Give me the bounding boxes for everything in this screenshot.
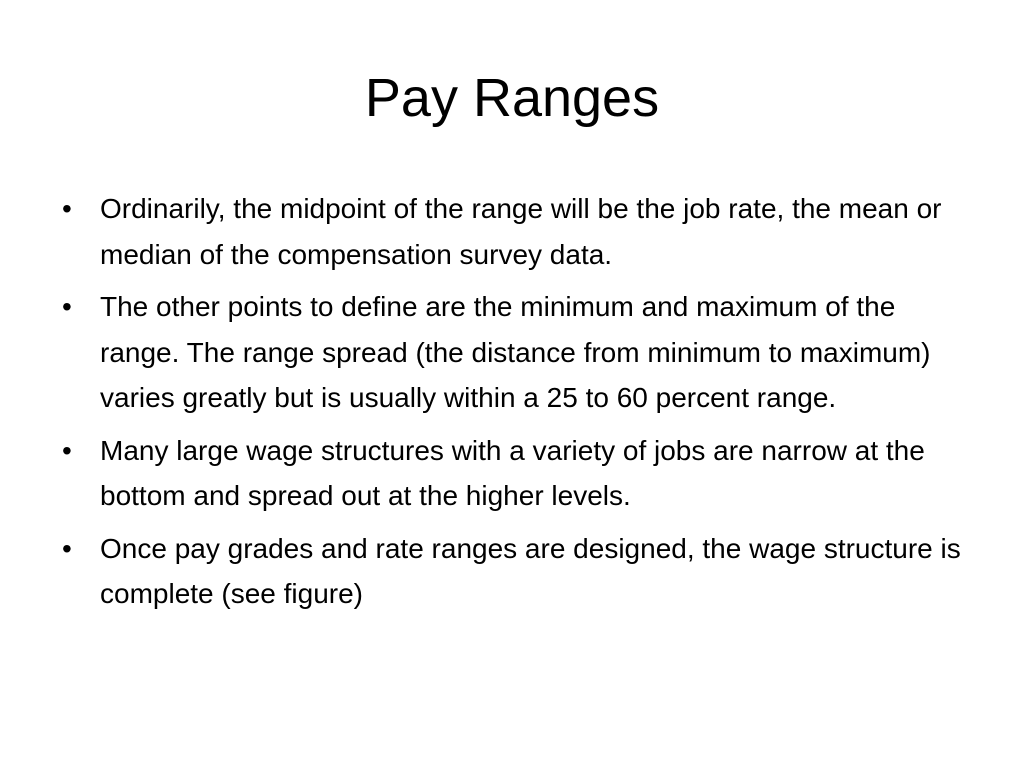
bullet-list bbox=[62, 186, 972, 624]
bullet-icon: • bbox=[62, 532, 72, 564]
bullet-item bbox=[62, 284, 972, 421]
bullet-icon: • bbox=[62, 434, 72, 466]
bullet-icon: • bbox=[62, 193, 72, 224]
bullet-item bbox=[62, 526, 972, 617]
bullet-text: Once pay grades and rate ranges are designed, the wage structure is complete (see figure) bbox=[100, 532, 961, 609]
bullet-text: The other points to define are the minimum and maximum of the range. The range spread (the distance from minimum to maximum) varies greatly but is usually within a 25 to 60 percent range. bbox=[100, 291, 931, 413]
bullet-item bbox=[62, 428, 972, 519]
bullet-text: Many large wage structures with a variety of jobs are narrow at the bottom and spread out at the higher levels. bbox=[100, 434, 925, 511]
bullet-item bbox=[62, 186, 972, 277]
bullet-text: Ordinarily, the midpoint of the range will be the job rate, the mean or median of the compensation survey data. bbox=[100, 193, 942, 270]
bullet-icon: • bbox=[62, 291, 72, 322]
slide-title: Pay Ranges bbox=[364, 68, 660, 128]
